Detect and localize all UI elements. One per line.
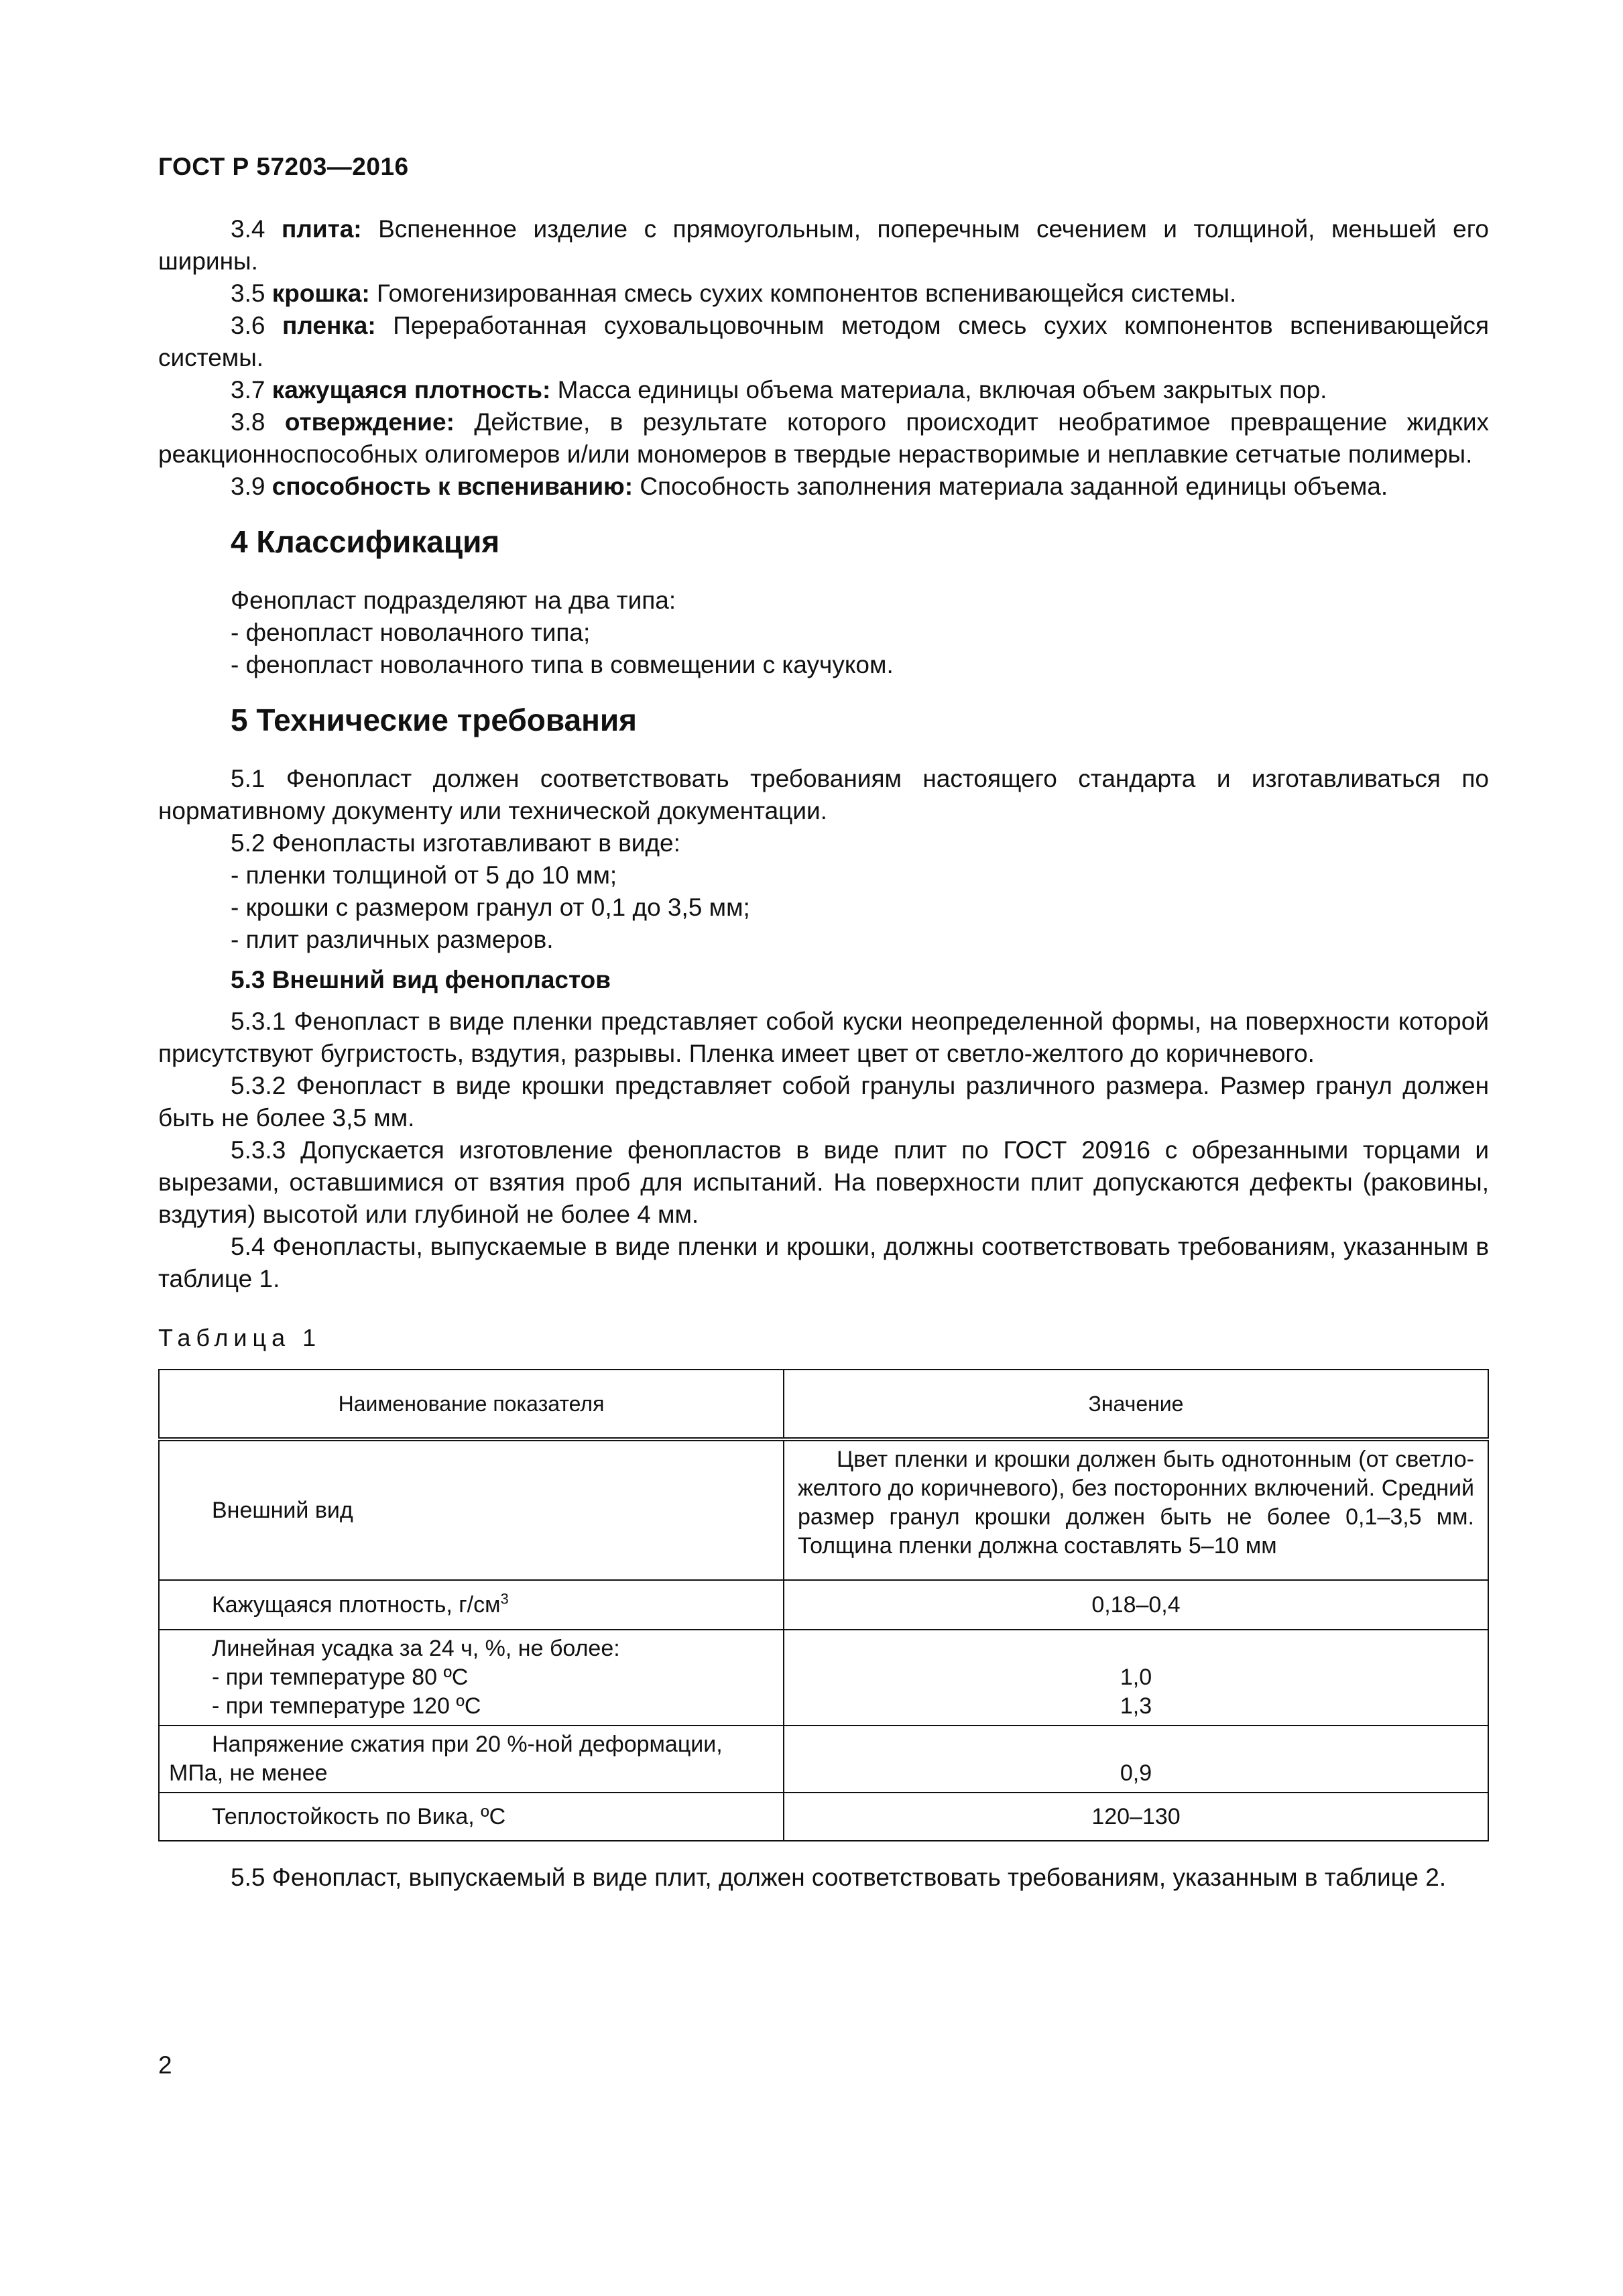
- table-cell: 0,18–0,4: [784, 1580, 1488, 1630]
- paragraph-5-1: 5.1 Фенопласт должен соответствовать требованиям настоящего стандарта и изготавливаться по нормативному документу или технической документации.: [158, 765, 1489, 825]
- table-cell: 120–130: [784, 1793, 1488, 1841]
- definition-3-9: 3.9 способность к вспениванию: Способность заполнения материала заданной единицы объема.: [231, 473, 1388, 500]
- section-5-title: 5 Технические требования: [231, 703, 637, 737]
- subsection-5-3-title: 5.3 Внешний вид фенопластов: [231, 966, 611, 993]
- column-header-value: Значение: [784, 1370, 1488, 1439]
- paragraph-5-3-1: 5.3.1 Фенопласт в виде пленки представляет собой куски неопределенной формы, на поверхности которой присутствуют бугристость, вздутия, разрывы. Пленка имеет цвет от светло-желтого до коричневого.: [158, 1008, 1489, 1067]
- table-cell: Линейная усадка за 24 ч, %, не более: - при температуре 80 ºС - при температуре 120 ºС: [159, 1630, 784, 1726]
- definition-3-5: 3.5 крошка: Гомогенизированная смесь сухих компонентов вспенивающейся системы.: [231, 280, 1237, 307]
- paragraph-5-4: 5.4 Фенопласты, выпускаемые в виде пленки и крошки, должны соответствовать требованиям, указанным в таблице 1.: [158, 1233, 1489, 1292]
- definition-3-6: 3.6 пленка: Переработанная суховальцовочным методом смесь сухих компонентов вспенивающейся системы.: [158, 312, 1490, 371]
- table-cell: Напряжение сжатия при 20 %-ной деформации, МПа, не менее: [159, 1726, 784, 1793]
- list-item: - крошки с размером гранул от 0,1 до 3,5 мм;: [231, 894, 750, 921]
- table-row: [159, 1726, 1488, 1793]
- table-row: [159, 1580, 1488, 1630]
- page-number: 2: [158, 2051, 172, 2079]
- table-row: [159, 1793, 1488, 1841]
- definition-3-8: 3.8 отверждение: Действие, в результате которого происходит необратимое превращение жидких реакционноспособных олигомеров и/или мономеров в твердые нерастворимые и неплавкие сетчатые полимеры.: [158, 408, 1490, 468]
- table-cell: Внешний вид: [159, 1439, 784, 1580]
- column-header-indicator: Наименование показателя: [159, 1370, 784, 1439]
- definition-3-4: 3.4 плита: Вспененное изделие с прямоугольным, поперечным сечением и толщиной, меньшей его ширины.: [158, 215, 1490, 275]
- list-item: - плит различных размеров.: [231, 926, 554, 953]
- table-cell: 1,0 1,3: [784, 1630, 1488, 1726]
- table-header-row: [159, 1370, 1488, 1439]
- list-item: - пленки толщиной от 5 до 10 мм;: [231, 861, 617, 889]
- table-cell: 0,9: [784, 1726, 1488, 1793]
- document-body: [158, 213, 1489, 1894]
- paragraph-5-5: 5.5 Фенопласт, выпускаемый в виде плит, должен соответствовать требованиям, указанным в таблице 2.: [231, 1864, 1447, 1891]
- list-item: - фенопласт новолачного типа в совмещении с каучуком.: [231, 651, 894, 678]
- list-item: - фенопласт новолачного типа;: [231, 619, 591, 646]
- document-header: ГОСТ Р 57203—2016: [158, 153, 409, 180]
- table-cell: Цвет пленки и крошки должен быть однотонным (от светло-желтого до коричневого), без посторонних включений. Средний размер гранул крошки должен быть не более 0,1–3,5 мм. Толщина пленки должна составлять 5–10 мм: [784, 1439, 1488, 1580]
- table-caption: Таблица 1: [158, 1324, 322, 1351]
- table-row: [159, 1630, 1488, 1726]
- table-row: [159, 1439, 1488, 1580]
- definition-3-7: 3.7 кажущаяся плотность: Масса единицы объема материала, включая объем закрытых пор.: [231, 376, 1327, 404]
- paragraph-5-3-2: 5.3.2 Фенопласт в виде крошки представляет собой гранулы различного размера. Размер гранул должен быть не более 3,5 мм.: [158, 1072, 1489, 1132]
- table-cell: Теплостойкость по Вика, ºС: [159, 1793, 784, 1841]
- section-4-title: 4 Классификация: [231, 524, 500, 559]
- paragraph-5-3-3: 5.3.3 Допускается изготовление фенопластов в виде плит по ГОСТ 20916 с обрезанными торцами и вырезами, оставшимися от взятия проб для испытаний. На поверхности плит допускаются дефекты (раковины, вздутия) высотой или глубиной не более 4 мм.: [158, 1136, 1489, 1228]
- requirements-table: [158, 1369, 1489, 1841]
- section-4-intro: Фенопласт подразделяют на два типа:: [231, 587, 676, 614]
- paragraph-5-2: 5.2 Фенопласты изготавливают в виде:: [231, 829, 680, 857]
- table-cell: Кажущаяся плотность, $г/см^3$: [159, 1580, 784, 1630]
